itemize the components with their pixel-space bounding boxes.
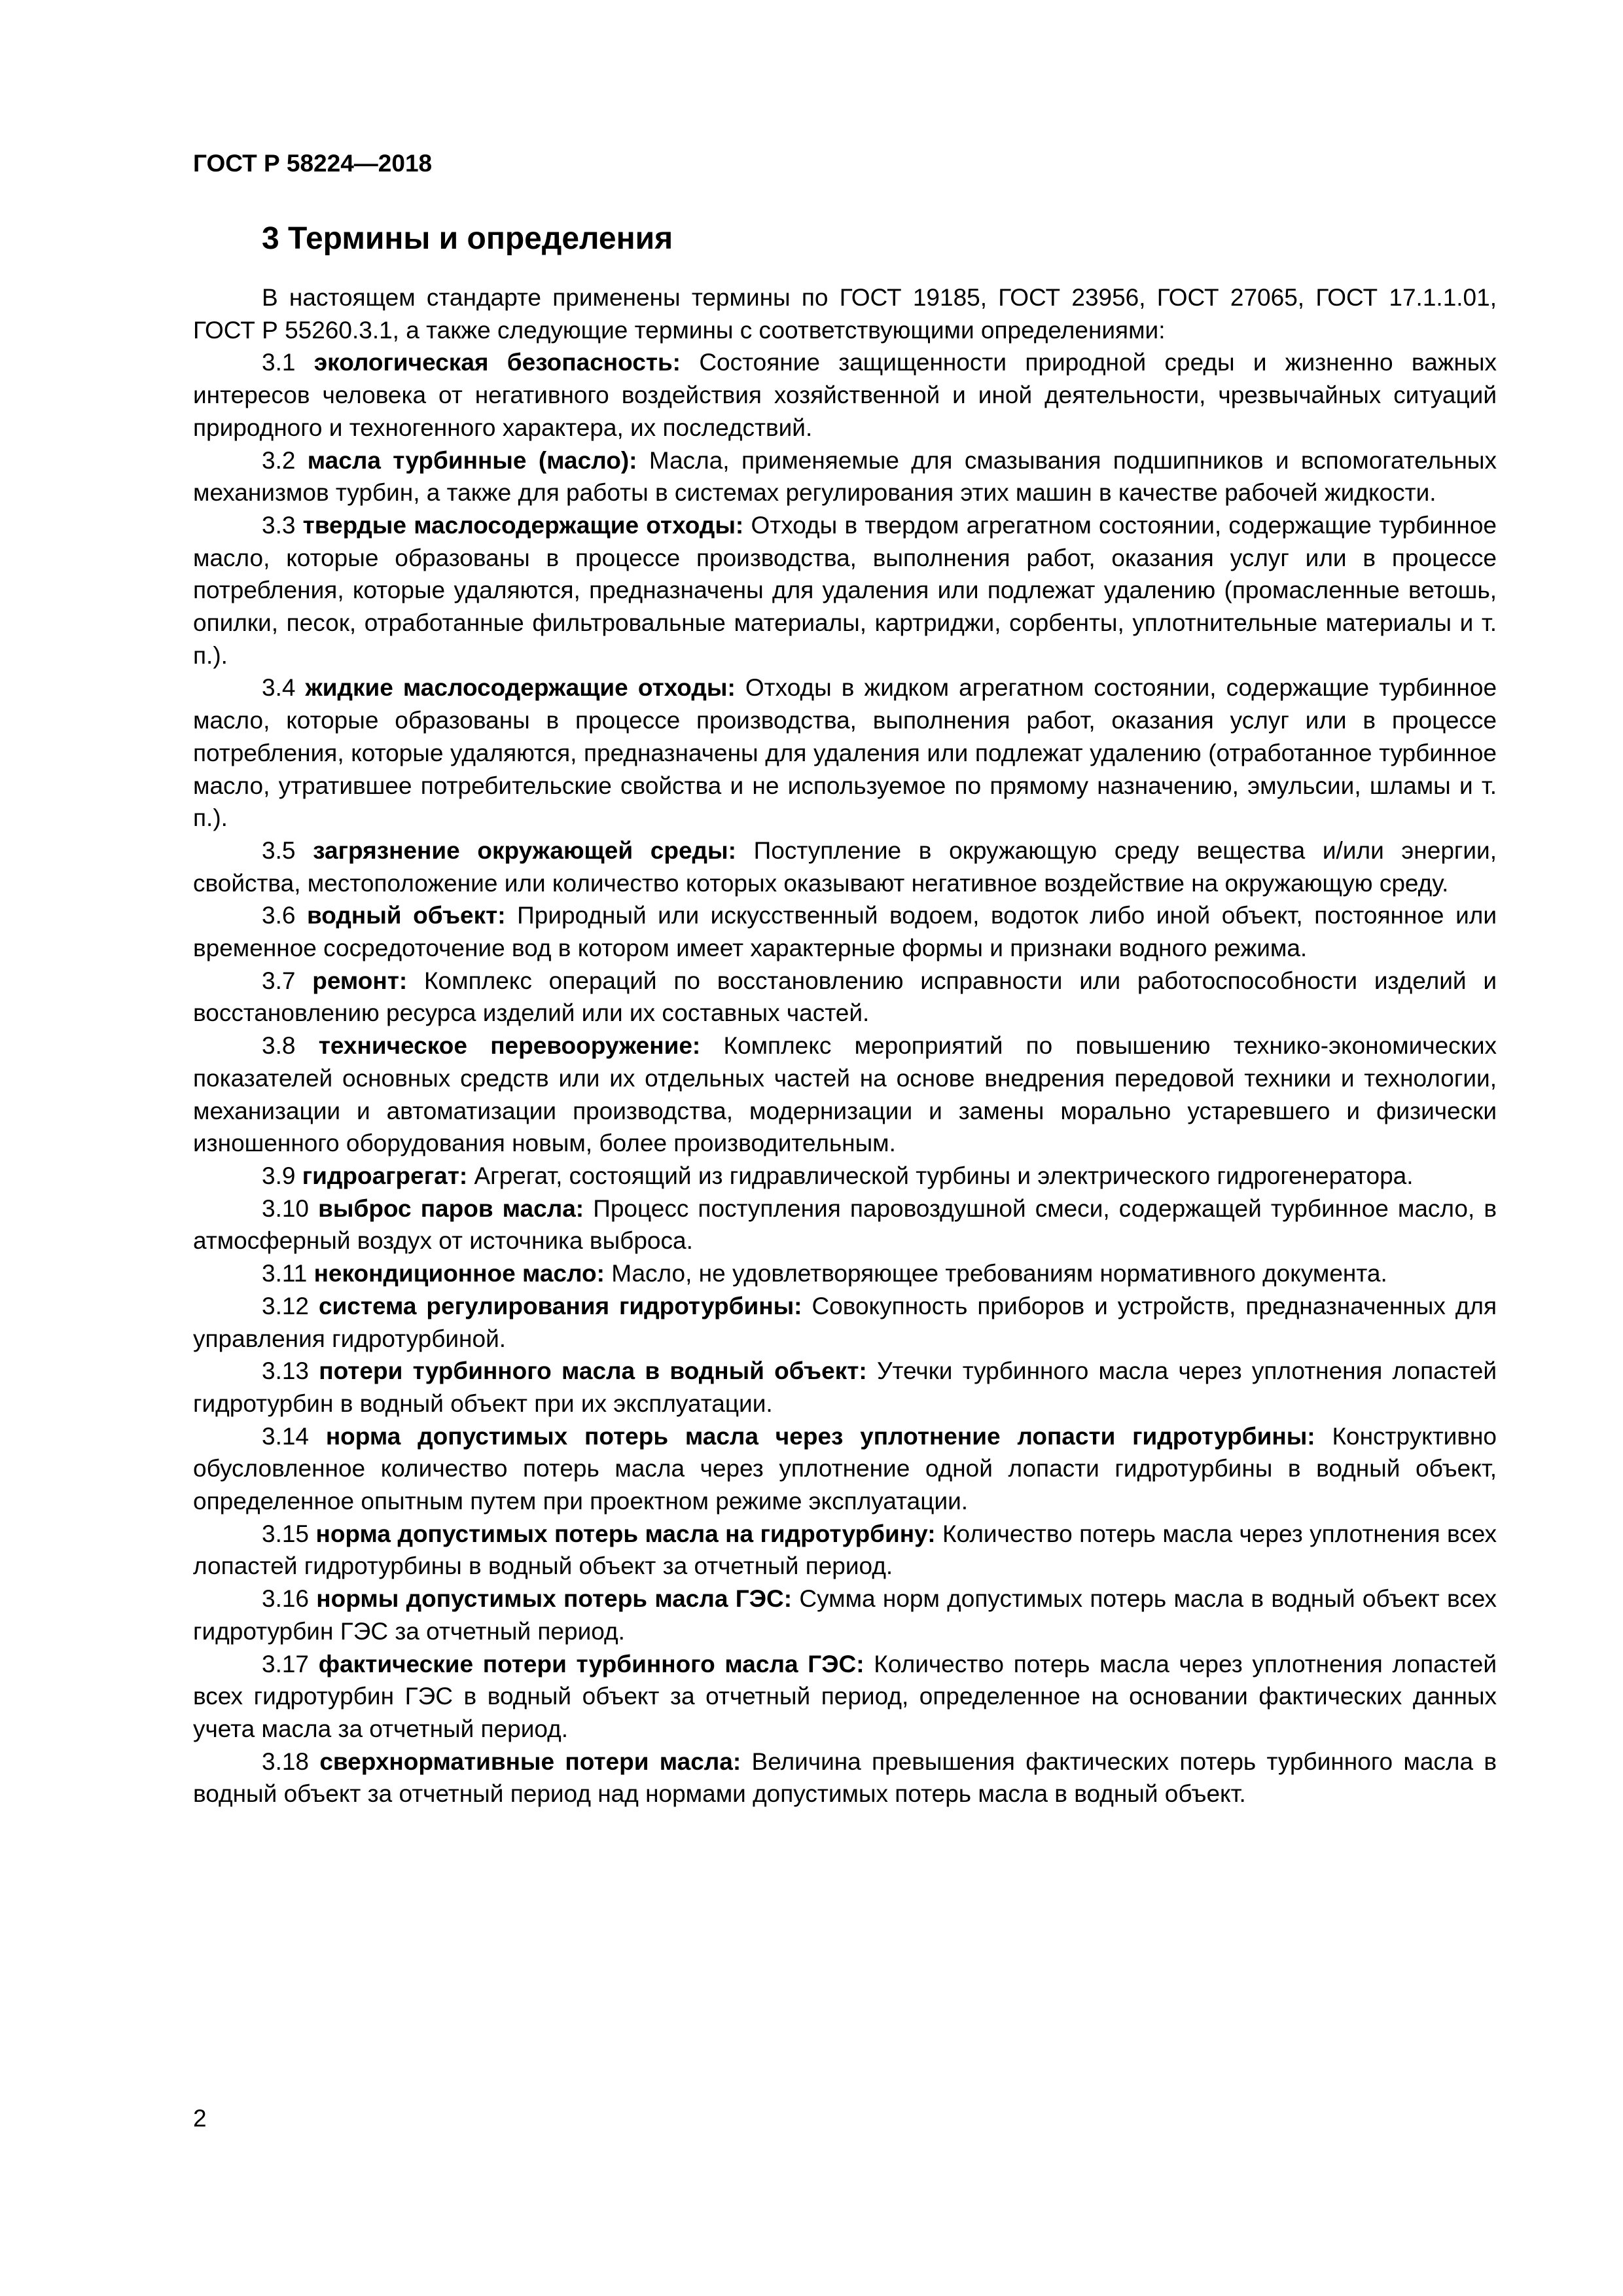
- term-definition: Сумма норм допустимых потерь масла в водный объект всех гидротурбин ГЭС за отчетный период.: [193, 1585, 1497, 1645]
- term-entry: [193, 346, 1497, 444]
- term-entry: [193, 1355, 1497, 1420]
- term-entry: [193, 1746, 1497, 1810]
- term-number: 3.17: [262, 1650, 310, 1677]
- term-number: 3.11: [262, 1260, 308, 1287]
- term-definition: Масло, не удовлетворяющее требованиям нормативного документа.: [611, 1260, 1387, 1287]
- term-definition: Совокупность приборов и устройств, предназначенных для управления гидротурбиной.: [193, 1292, 1497, 1352]
- term-entry: [193, 1193, 1497, 1257]
- term-number: 3.7: [262, 967, 296, 994]
- term-name: твердые маслосодержащие отходы:: [302, 511, 744, 539]
- term-definition: Поступление в окружающую среду вещества и/или энергии, свойства, местоположение или количество которых оказывают негативное воздействие на окружающую среду.: [193, 836, 1497, 897]
- term-name: масла турбинные (масло):: [307, 446, 637, 474]
- term-number: 3.13: [262, 1357, 310, 1385]
- term-name: норма допустимых потерь масла на гидротурбину:: [315, 1520, 936, 1547]
- terms-content: [193, 281, 1497, 1810]
- term-entry: [193, 834, 1497, 899]
- page-number: 2: [193, 2105, 207, 2132]
- term-name: ремонт:: [312, 967, 408, 994]
- term-name: фактические потери турбинного масла ГЭС:: [318, 1650, 865, 1677]
- term-entry: [193, 444, 1497, 509]
- term-definition: Процесс поступления паровоздушной смеси, содержащей турбинное масло, в атмосферный воздух от источника выброса.: [193, 1194, 1497, 1255]
- term-number: 3.15: [262, 1520, 310, 1547]
- term-number: 3.5: [262, 836, 296, 864]
- term-number: 3.10: [262, 1194, 310, 1222]
- term-name: нормы допустимых потерь масла ГЭС:: [316, 1585, 793, 1613]
- term-entry: [193, 1518, 1497, 1583]
- section-title: 3 Термины и определения: [262, 221, 673, 256]
- term-definition: Комплекс мероприятий по повышению технико-экономических показателей основных средств или их отдельных частей на основе внедрения передовой техники и технологии, механизации и автоматизации производства, модернизации и замены морально устаревшего и физически изношенного оборудования новым, более производительным.: [193, 1032, 1497, 1157]
- term-definition: Количество потерь масла через уплотнения лопастей всех гидротурбин ГЭС в водный объект за отчетный период, определенное на основании фактических данных учета масла за отчетный период.: [193, 1650, 1497, 1742]
- term-number: 3.8: [262, 1032, 296, 1060]
- term-number: 3.3: [262, 511, 296, 539]
- term-entry: [193, 1030, 1497, 1160]
- term-entry: [193, 1290, 1497, 1355]
- term-entry: [193, 1648, 1497, 1746]
- term-entry: [193, 1160, 1497, 1193]
- term-name: загрязнение окружающей среды:: [313, 836, 736, 864]
- term-entry: [193, 1257, 1497, 1290]
- term-name: водный объект:: [307, 902, 506, 929]
- term-definition: Комплекс операций по восстановлению исправности или работоспособности изделий и восстановлению ресурса изделий или их составных частей.: [193, 967, 1497, 1027]
- term-definition: Конструктивно обусловленное количество потерь масла через уплотнение одной лопасти гидротурбины в водный объект, определенное опытным путем при проектном режиме эксплуатации.: [193, 1422, 1497, 1515]
- term-definition: Агрегат, состоящий из гидравлической турбины и электрического гидрогенератора.: [474, 1162, 1414, 1189]
- term-name: техническое перевооружение:: [318, 1032, 701, 1060]
- term-name: жидкие маслосодержащие отходы:: [305, 674, 736, 702]
- term-name: система регулирования гидротурбины:: [318, 1292, 802, 1319]
- term-entry: [193, 899, 1497, 964]
- term-name: некондиционное масло:: [313, 1260, 605, 1287]
- term-number: 3.4: [262, 674, 296, 702]
- term-number: 3.6: [262, 902, 296, 929]
- term-number: 3.18: [262, 1748, 310, 1775]
- term-definition: Масла, применяемые для смазывания подшипников и вспомогательных механизмов турбин, а также для работы в системах регулирования этих машин в качестве рабочей жидкости.: [193, 446, 1497, 507]
- term-number: 3.14: [262, 1422, 310, 1450]
- term-name: выброс паров масла:: [318, 1194, 584, 1222]
- term-definition: Состояние защищенности природной среды и жизненно важных интересов человека от негативного воздействия хозяйственной и иной деятельности, чрезвычайных ситуаций природного и техногенного характера, их последствий.: [193, 349, 1497, 441]
- term-definition: Количество потерь масла через уплотнения всех лопастей гидротурбины в водный объект за отчетный период.: [193, 1520, 1497, 1580]
- term-definition: Величина превышения фактических потерь турбинного масла в водный объект за отчетный период над нормами допустимых потерь масла в водный объект.: [193, 1748, 1497, 1808]
- term-number: 3.9: [262, 1162, 296, 1189]
- section-intro: В настоящем стандарте применены термины по ГОСТ 19185, ГОСТ 23956, ГОСТ 27065, ГОСТ 17.1.1.01, ГОСТ Р 55260.3.1, а также следующие термины с соответствующими определениями:: [193, 284, 1497, 344]
- term-number: 3.1: [262, 349, 296, 376]
- term-entry: [193, 965, 1497, 1030]
- term-entry: [193, 509, 1497, 672]
- terms-list: [193, 346, 1497, 1810]
- document-code: ГОСТ Р 58224—2018: [193, 150, 433, 177]
- term-name: норма допустимых потерь масла через уплотнение лопасти гидротурбины:: [325, 1422, 1315, 1450]
- term-number: 3.16: [262, 1585, 310, 1613]
- term-entry: [193, 1583, 1497, 1647]
- term-name: гидроагрегат:: [302, 1162, 468, 1189]
- term-definition: Утечки турбинного масла через уплотнения лопастей гидротурбин в водный объект при их эксплуатации.: [193, 1357, 1497, 1417]
- term-entry: [193, 672, 1497, 834]
- term-name: экологическая безопасность:: [313, 349, 681, 376]
- term-definition: Природный или искусственный водоем, водоток либо иной объект, постоянное или временное сосредоточение вод в котором имеет характерные формы и признаки водного режима.: [193, 902, 1497, 962]
- term-name: сверхнормативные потери масла:: [319, 1748, 741, 1775]
- term-name: потери турбинного масла в водный объект:: [319, 1357, 867, 1385]
- term-number: 3.2: [262, 446, 296, 474]
- term-number: 3.12: [262, 1292, 310, 1319]
- term-entry: [193, 1420, 1497, 1518]
- term-definition: Отходы в жидком агрегатном состоянии, содержащие турбинное масло, которые образованы в процессе производства, выполнения работ, оказания услуг или в процессе потребления, которые удаляются, предназначены для удаления или подлежат удалению (отработанное турбинное масло, утратившее потребительские свойства и не используемое по прямому назначению, эмульсии, шламы и т. п.).: [193, 674, 1497, 832]
- term-definition: Отходы в твердом агрегатном состоянии, содержащие турбинное масло, которые образованы в процессе производства, выполнения работ, оказания услуг или в процессе потребления, которые удаляются, предназначены для удаления или подлежат удалению (промасленные ветошь, опилки, песок, отработанные фильтровальные материалы, картриджи, сорбенты, уплотнительные материалы и т. п.).: [193, 511, 1497, 669]
